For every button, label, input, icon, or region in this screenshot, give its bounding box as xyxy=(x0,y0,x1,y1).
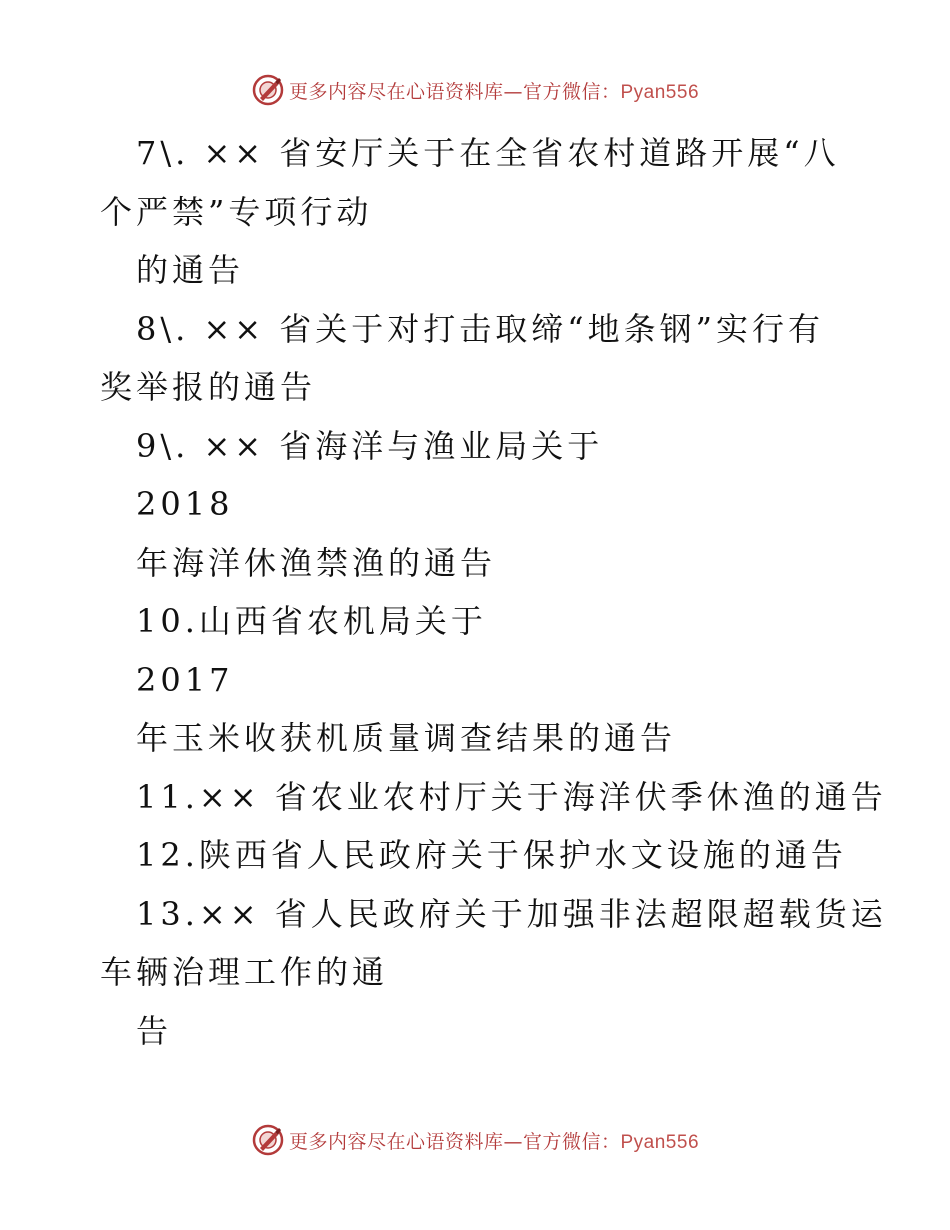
doc-line-13: 12.陕西省人民政府关于保护水文设施的通告 xyxy=(136,836,847,874)
brand-logo-icon xyxy=(251,1123,285,1157)
footer-banner-title: 更多内容尽在心语资料库 xyxy=(288,1130,504,1153)
brand-logo-icon xyxy=(251,73,285,107)
header-banner-dash: — xyxy=(503,80,523,103)
header-banner-title: 更多内容尽在心语资料库 xyxy=(288,80,504,103)
doc-line-8: 年海洋休渔禁渔的通告 xyxy=(136,543,497,582)
doc-line-11: 年玉米收获机质量调查结果的通告 xyxy=(136,719,677,757)
doc-line-12: 11.×× 省农业农村厅关于海洋伏季休渔的通告 xyxy=(136,777,887,816)
footer-banner xyxy=(0,1120,950,1160)
footer-banner-text xyxy=(289,1127,699,1154)
doc-line-15: 车辆治理工作的通 xyxy=(100,953,389,991)
header-banner-handle: Pyan556 xyxy=(620,81,700,103)
doc-line-14: 13.×× 省人民政府关于加强非法超限超载货运 xyxy=(136,894,887,933)
doc-line-7: 2018 xyxy=(136,485,234,523)
doc-line-5: 奖举报的通告 xyxy=(100,368,317,406)
doc-line-9: 10.山西省农机局关于 xyxy=(136,602,487,640)
footer-banner-wechat-label: 官方微信： xyxy=(522,1130,621,1153)
header-banner xyxy=(0,70,950,110)
doc-line-6: 9\. ×× 省海洋与渔业局关于 xyxy=(136,426,604,465)
header-banner-wechat-label: 官方微信： xyxy=(522,80,621,103)
footer-banner-handle: Pyan556 xyxy=(620,1131,700,1153)
doc-line-1: 7\. ×× 省安厅关于在全省农村道路开展“八 xyxy=(136,134,840,172)
document-body xyxy=(100,124,887,1060)
header-banner-text xyxy=(289,77,699,104)
doc-line-2: 个严禁”专项行动 xyxy=(100,192,373,231)
doc-line-4: 8\. ×× 省关于对打击取缔“地条钢”实行有 xyxy=(136,309,825,348)
doc-line-10: 2017 xyxy=(136,660,234,699)
doc-line-3: 的通告 xyxy=(136,251,245,289)
footer-banner-dash: — xyxy=(503,1130,523,1153)
doc-line-16: 告 xyxy=(136,1011,173,1050)
